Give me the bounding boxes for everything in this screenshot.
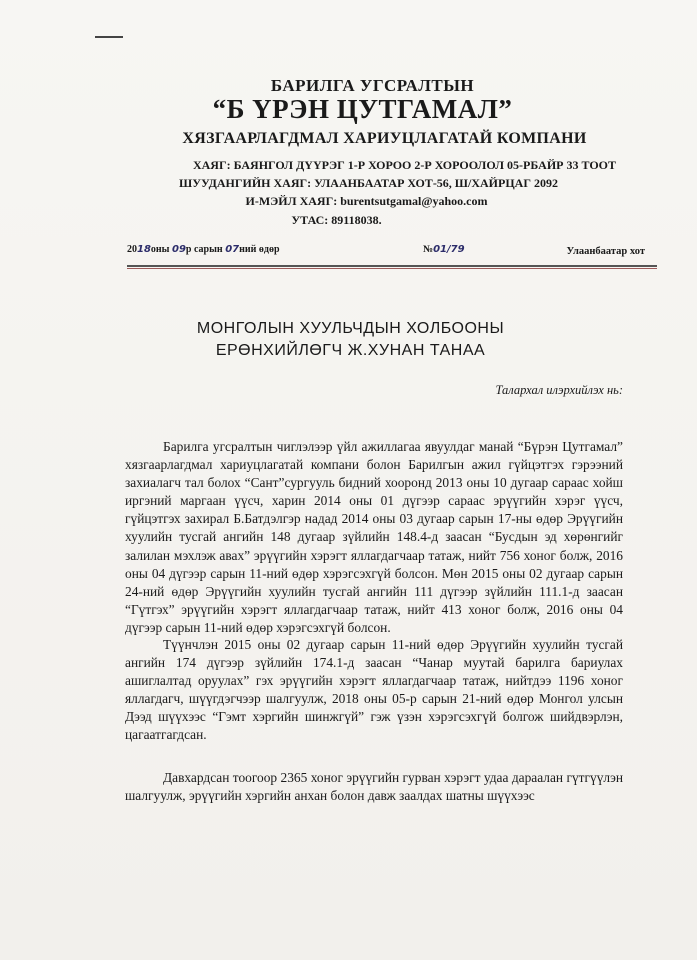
reference-row: [127, 244, 657, 264]
body-paragraph: Давхардсан тоогоор 2365 хоног эрүүгийн гурван хэрэгт удаа дараалан гүтгүүлэн шалгуулж, эрүүгийн хэргийн анхан болон давж заалдах шатны шүүхээс: [125, 770, 623, 804]
number-sign: №: [423, 244, 434, 255]
phone-number: УТАС: 89118038.: [291, 213, 382, 227]
date-month-suffix: р сарын: [185, 244, 223, 255]
letter-date: [127, 244, 280, 255]
date-month-handwritten: 09: [172, 244, 186, 255]
date-year-suffix: оны: [150, 244, 170, 255]
company-name: “Б ҮРЭН ЦУТГАМАЛ”: [212, 94, 513, 124]
letter-subject: Талархал илэрхийлэх нь:: [495, 383, 623, 397]
scan-mark: [95, 36, 123, 38]
email-address: И-МЭЙЛ ХАЯГ: burentsutgamal@yahoo.com: [245, 194, 488, 208]
body-paragraph: Барилга угсралтын чиглэлээр үйл ажиллагаа явуулдаг манай “Бүрэн Цутгамал” хязгаарлагдмал хариуцлагатай компани болон Барилгын ажил гүйцэтгэх гэрээний захиалагч тал болох “Сант”сургууль бидний хооронд 2013 оны 10 дугаар сараас хойш иргэний маргаан үүсч, харин 2014 оны 01 дүгээр сараас эрүүгийн хэрэг үүсч, гүйцэтгэх захирал Б.Батдэлгэр надад 2014 оны 03 дугаар сарын 17-ны өдөр Эрүүгийн хуулийн тусгай ангийн 148 дугаар зүйлийн 148.4-д заасан “Бусдын эд хөрөнгийг залилан мэхлэж авах” эрүүгийн хэрэгт яллагдагчаар татаж, нийт 756 хоног болж, 2016 оны 04 дүгээр сарын 11-ний өдөр хэрэгсэхгүй болсон. Мөн 2015 оны 02 дугаар сарын 24-ний өдөр Эрүүгийн хуулийн тусгай ангийн 111 дүгээр зүйлийн 111.1-д заасан “Гүтгэх” эрүүгийн хэрэгт яллагдагчаар татаж, нийт 413 хоног болж, 2016 оны 04 дүгээр сарын 11-ний өдөр хэрэгсэхгүй болсон.: [125, 439, 623, 635]
letter-number-handwritten: 01/79: [433, 244, 465, 255]
letterhead-line-1: БАРИЛГА УГСРАЛТЫН: [270, 76, 475, 95]
reference-divider: [127, 265, 657, 267]
date-prefix: 20: [127, 244, 137, 255]
date-day-handwritten: 07: [225, 244, 240, 255]
date-year-handwritten: 18: [137, 244, 151, 255]
date-day-suffix: ний өдөр: [239, 244, 280, 255]
company-address: ХАЯГ: БАЯНГОЛ ДҮҮРЭГ 1-Р ХОРОО 2-Р ХОРООЛОЛ 05-РБАЙР 33 ТООТ: [192, 158, 617, 172]
recipient-organization: МОНГОЛЫН ХУУЛЬЧДЫН ХОЛБООНЫ: [196, 320, 505, 337]
body-paragraph: Түүнчлэн 2015 оны 02 дугаар сарын 11-ний өдөр Эрүүгийн хуулийн тусгай ангийн 174 дүгээр зүйлийн 174.1-д заасан “Чанар муутай барилга бариулах ашиглалтад оруулах” гэх эрүүгийн хэрэгт яллагдагчаар татаж, нийтдээ 1196 хоног яллагдагч, шүүгдэгчээр шалгуулж, 2018 оны 05-р сарын 21-ний өдөр Монгол улсын Дээд шүүхээс “Гэмт хэргийн шинжгүй” гэж үзэн хэрэгсэхгүй болгож шийдвэрлэн, цагаатгагдсан.: [125, 637, 623, 743]
postal-address: ШУУДАНГИЙН ХАЯГ: УЛААНБААТАР ХОТ-56, Ш/ХАЙРЦАГ 2092: [179, 176, 558, 190]
letter-city: Улаанбаатар хот: [566, 246, 645, 257]
reference-divider-accent: [127, 268, 657, 269]
letter-number: [423, 244, 465, 255]
company-type: ХЯЗГААРЛАГДМАЛ ХАРИУЦЛАГАТАЙ КОМПАНИ: [182, 130, 587, 147]
recipient-name: ЕРӨНХИЙЛӨГЧ Ж.ХУНАН ТАНАА: [215, 342, 486, 359]
